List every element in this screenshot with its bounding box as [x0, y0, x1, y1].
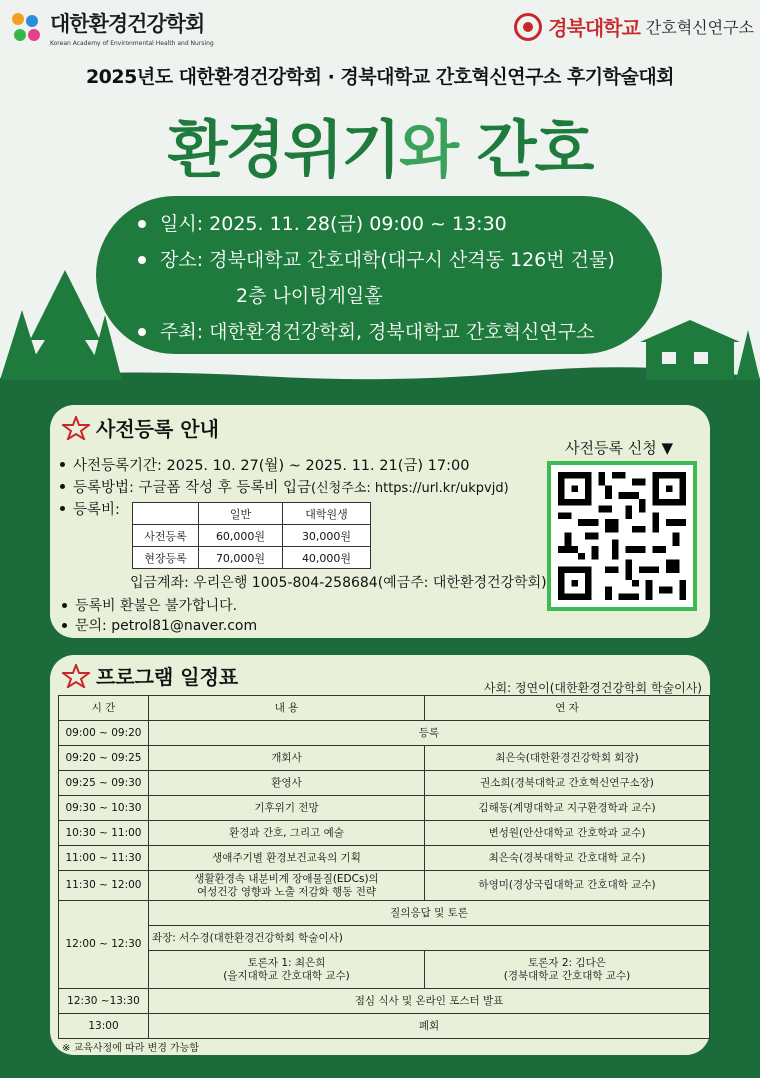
speaker-cell: 김해동(계명대학교 지구환경학과 교수) [425, 796, 710, 821]
bullet-icon [138, 220, 146, 228]
table-cell: 30,000원 [283, 525, 371, 547]
program-heading [62, 661, 238, 690]
content-cell: 점심 식사 및 온라인 포스터 발표 [149, 989, 710, 1014]
event-info-panel [96, 196, 662, 354]
content-cell: 기후위기 전망 [149, 796, 425, 821]
event-place: 장소: 경북대학교 간호대학(대구시 산격동 126번 건물) [160, 249, 615, 271]
table-row [133, 525, 371, 547]
table-cell: 현장등록 [133, 547, 199, 569]
table-header: 대학원생 [283, 503, 371, 525]
table-row [59, 951, 710, 989]
registration-period: 사전등록기간: 2025. 10. 27(월) ~ 2025. 11. 21(금) 17:00 [73, 457, 470, 474]
table-cell: 40,000원 [283, 547, 371, 569]
registration-card [50, 405, 710, 638]
discussant-cell: 토론자 2: 김다은 (경북대학교 간호대학 교수) [425, 951, 710, 989]
content-cell: 환경과 간호, 그리고 예술 [149, 821, 425, 846]
university-name: 경북대학교 [548, 16, 640, 40]
bullet-icon [62, 623, 67, 628]
time-cell: 11:30 ~ 12:00 [59, 871, 149, 901]
moderator: 사회: 정연이(대한환경건강학회 학술이사) [483, 681, 702, 695]
qr-code-icon [551, 465, 693, 607]
main-title-part-1: 환경위기 [167, 113, 400, 186]
event-date: 일시: 2025. 11. 28(금) 09:00 ~ 13:30 [160, 213, 507, 235]
contact-email[interactable]: 문의: petrol81@naver.com [75, 618, 258, 634]
table-row [59, 746, 710, 771]
fee-label: 등록비: [73, 501, 120, 518]
table-row [59, 821, 710, 846]
event-place-detail: 2층 나이팅게일홀 [236, 285, 383, 307]
registration-notes [62, 595, 257, 635]
time-cell: 12:00 ~ 12:30 [59, 901, 149, 989]
table-cell: 70,000원 [199, 547, 283, 569]
society-logo [10, 8, 214, 47]
society-subtitle: Korean Academy of Environmental Health and Nursing [50, 40, 214, 47]
program-table [58, 695, 710, 1039]
bullet-icon [62, 603, 67, 608]
qr-label: 사전등록 신청 ▼ [565, 439, 674, 457]
content-cell: 질의응답 및 토론 [149, 901, 710, 926]
university-seal-icon [514, 13, 542, 41]
speaker-cell: 권소희(경북대학교 간호혁신연구소장) [425, 771, 710, 796]
qr-code[interactable] [547, 461, 697, 611]
table-row [59, 926, 710, 951]
society-logo-icon [10, 11, 44, 45]
change-note: ※ 교육사정에 따라 변경 가능함 [62, 1043, 200, 1054]
time-cell: 09:30 ~ 10:30 [59, 796, 149, 821]
table-header: 시 간 [59, 696, 149, 721]
star-icon [62, 664, 90, 688]
bank-account: 입금계좌: 우리은행 1005-804-258684(예금주: 대한환경건강학회) [130, 575, 547, 591]
bullet-icon [60, 484, 65, 489]
table-header: 내 용 [149, 696, 425, 721]
table-row [59, 796, 710, 821]
time-cell: 12:30 ~13:30 [59, 989, 149, 1014]
table-row [59, 989, 710, 1014]
table-cell [133, 503, 199, 525]
table-cell: 사전등록 [133, 525, 199, 547]
time-cell: 13:00 [59, 1014, 149, 1039]
speaker-cell: 변성원(안산대학교 간호학과 교수) [425, 821, 710, 846]
table-row [59, 871, 710, 901]
program-card [50, 655, 710, 1055]
discussant-cell: 토론자 1: 최은희 (을지대학교 간호대학 교수) [149, 951, 425, 989]
registration-method: 등록방법: 구글폼 작성 후 등록비 입금 [73, 479, 312, 496]
time-cell: 09:20 ~ 09:25 [59, 746, 149, 771]
table-row [59, 771, 710, 796]
speaker-cell: 최은숙(경북대학교 간호대학 교수) [425, 846, 710, 871]
fee-table [132, 502, 371, 569]
star-icon [62, 416, 90, 440]
time-cell: 09:25 ~ 09:30 [59, 771, 149, 796]
refund-policy: 등록비 환불은 불가합니다. [75, 598, 238, 614]
bullet-icon [60, 462, 65, 467]
institute-name: 간호혁신연구소 [645, 18, 754, 37]
main-title-part-3: 간호 [457, 113, 593, 186]
time-cell: 10:30 ~ 11:00 [59, 821, 149, 846]
content-cell: 생활환경속 내분비계 장애물질(EDCs)의 여성건강 영향과 노출 저감화 행동 전략 [149, 871, 425, 901]
table-header: 연 자 [425, 696, 710, 721]
table-row [133, 547, 371, 569]
content-cell: 등록 [149, 721, 710, 746]
table-header: 일반 [199, 503, 283, 525]
bullet-icon [138, 328, 146, 336]
table-row [59, 721, 710, 746]
content-cell: 환영사 [149, 771, 425, 796]
bullet-icon [60, 506, 65, 511]
society-name: 대한환경건강학회 [50, 12, 205, 36]
program-title: 프로그램 일정표 [96, 665, 239, 689]
speaker-cell: 최은숙(대한환경건강학회 회장) [425, 746, 710, 771]
registration-url[interactable]: (신청주소: https://url.kr/ukpvjd) [311, 480, 509, 496]
content-cell: 폐회 [149, 1014, 710, 1039]
time-cell: 09:00 ~ 09:20 [59, 721, 149, 746]
table-row [59, 696, 710, 721]
university-logo [514, 12, 754, 41]
registration-heading [62, 413, 219, 442]
event-host: 주최: 대한환경건강학회, 경북대학교 간호혁신연구소 [160, 321, 595, 343]
table-row [59, 901, 710, 926]
content-cell: 개회사 [149, 746, 425, 771]
speaker-cell: 하영미(경상국립대학교 간호대학 교수) [425, 871, 710, 901]
main-title-part-2: 와 [399, 113, 458, 186]
chair-cell: 좌장: 서수경(대한환경건강학회 학술이사) [149, 926, 710, 951]
bullet-icon [138, 256, 146, 264]
table-row [133, 503, 371, 525]
time-cell: 11:00 ~ 11:30 [59, 846, 149, 871]
content-cell: 생애주기별 환경보건교육의 기획 [149, 846, 425, 871]
table-row [59, 846, 710, 871]
table-cell: 60,000원 [199, 525, 283, 547]
main-title [0, 100, 760, 189]
tree-icon [736, 330, 760, 380]
table-row [59, 1014, 710, 1039]
conference-title: 2025년도 대한환경건강학회 · 경북대학교 간호혁신연구소 후기학술대회 [85, 66, 675, 88]
registration-title: 사전등록 안내 [96, 417, 219, 441]
